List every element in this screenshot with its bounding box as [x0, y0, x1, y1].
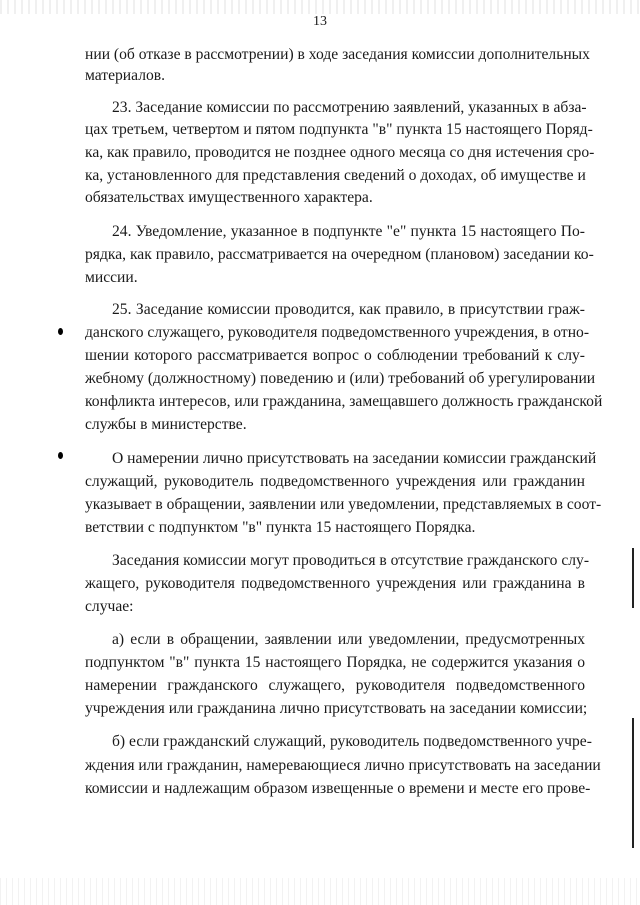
text-line: учреждения или гражданина лично присутствовать на заседании комиссии; — [85, 700, 588, 717]
text-line: жебному (должностному) поведению и (или) требований об урегулировании — [85, 370, 596, 387]
text-line: конфликта интересов, или гражданина, замещавшего должность гражданской — [85, 393, 603, 410]
text-line: б) если гражданский служащий, руководитель подведомственного учре- — [112, 733, 592, 750]
text-line: комиссии и надлежащим образом извещенные о времени и месте его прове- — [85, 780, 591, 797]
text-line: рядка, как правило, рассматривается на очередном (плановом) заседании ко- — [85, 246, 594, 263]
text-line: шении которого рассматривается вопрос о соблюдении требований к слу- — [85, 347, 585, 364]
text-line: ка, как правило, проводится не позднее одного месяца со дня истечения сро- — [85, 144, 595, 161]
text-line: ветствии с подпунктом "в" пункта 15 настоящего Порядка. — [85, 519, 476, 536]
text-line: материалов. — [85, 67, 166, 84]
text-line: миссии. — [85, 269, 138, 286]
text-line: обязательствах имущественного характера. — [85, 189, 373, 206]
text-line: 24. Уведомление, указанное в подпункте "е" пункта 15 настоящего По- — [112, 223, 585, 240]
scan-edge-mark — [632, 718, 634, 848]
binding-hole-mark — [58, 328, 63, 335]
text-line: жащего, руководителя подведомственного учреждения или гражданина в — [85, 575, 585, 592]
text-line: цах третьем, четвертом и пятом подпункта "в" пункта 15 настоящего Поряд- — [85, 121, 593, 138]
text-line: службы в министерстве. — [85, 416, 247, 433]
binding-hole-mark — [58, 452, 63, 459]
text-line: нии (об отказе в рассмотрении) в ходе заседания комиссии дополнительных — [85, 46, 590, 63]
text-line: 25. Заседание комиссии проводится, как правило, в присутствии граж- — [112, 301, 585, 318]
text-line: указывает в обращении, заявлении или уведомлении, представляемых в соот- — [85, 496, 602, 513]
text-line: ждения или гражданин, намеревающиеся лично присутствовать на заседании — [85, 757, 601, 774]
text-line: Заседания комиссии могут проводиться в отсутствие гражданского слу- — [112, 552, 590, 569]
text-line: а) если в обращении, заявлении или уведомлении, предусмотренных — [112, 631, 585, 648]
scan-edge-mark — [632, 548, 634, 608]
text-line: О намерении лично присутствовать на заседании комиссии гражданский — [112, 450, 597, 467]
scan-noise-bottom — [0, 878, 640, 905]
text-line: намерении гражданского служащего, руководителя подведомственного — [85, 677, 585, 694]
text-line: служащий, руководитель подведомственного учреждения или гражданин — [85, 473, 585, 490]
text-line: 23. Заседание комиссии по рассмотрению заявлений, указанных в абза- — [112, 99, 587, 116]
page-number: 13 — [313, 14, 327, 29]
scan-noise-top — [0, 0, 640, 14]
text-line: ка, установленного для представления сведений о доходах, об имуществе и — [85, 167, 586, 184]
text-line: случае: — [85, 598, 134, 615]
text-line: данского служащего, руководителя подведомственного учреждения, в отно- — [85, 324, 590, 341]
text-line: подпунктом "в" пункта 15 настоящего Порядка, не содержится указания о — [85, 654, 585, 671]
